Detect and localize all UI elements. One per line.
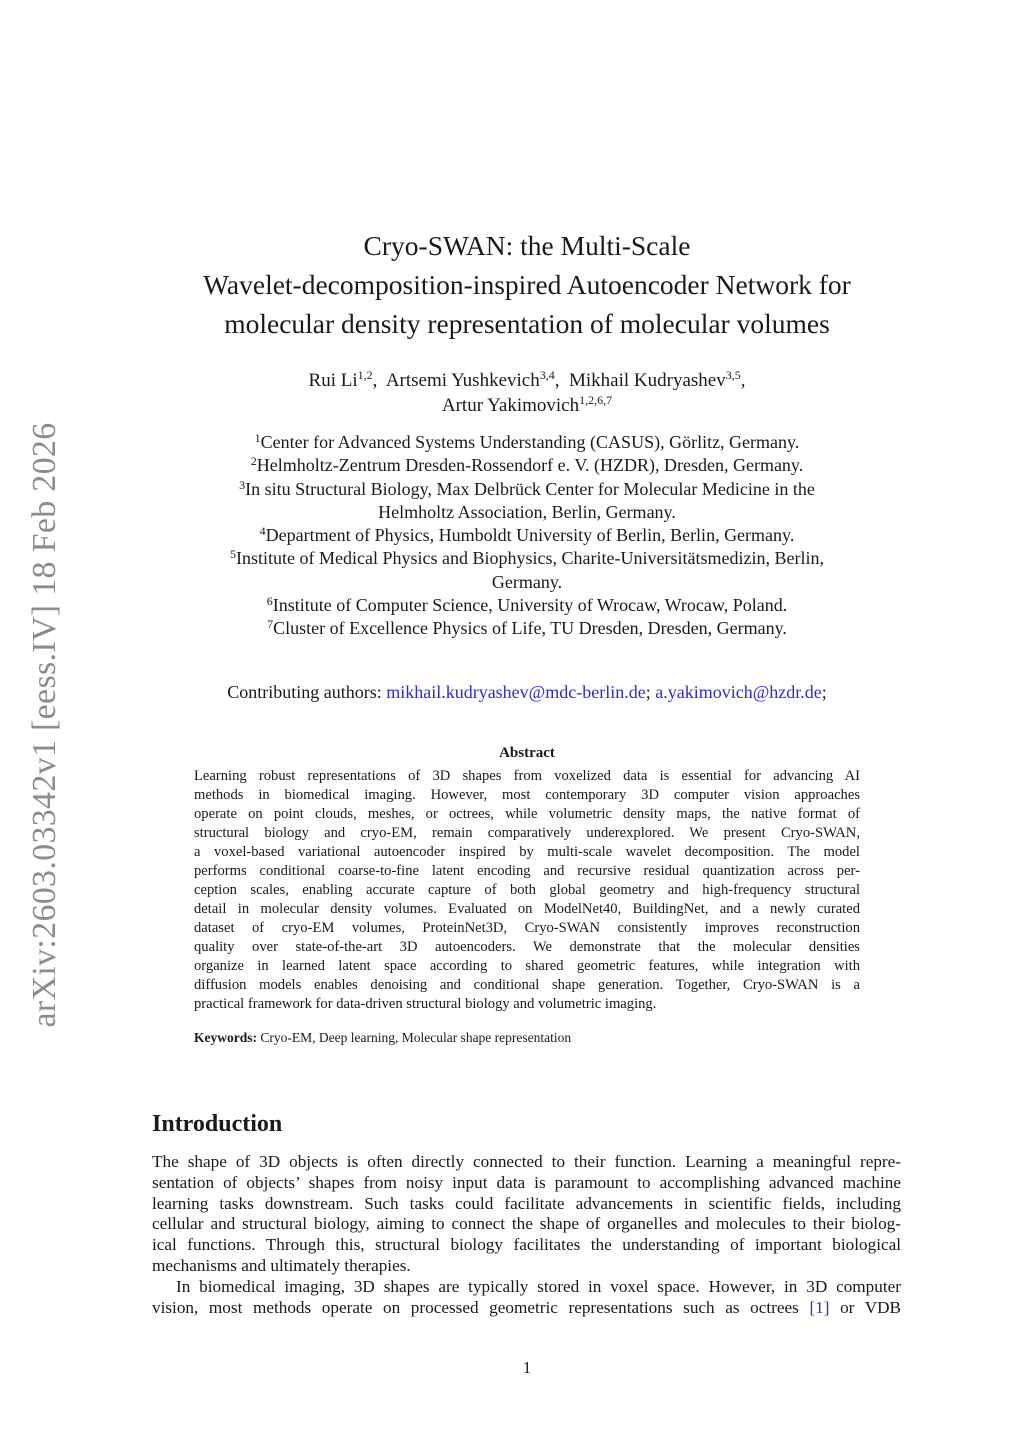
body-line: learning tasks downstream. Such tasks could facilitate advancements in scientific fields, including xyxy=(152,1193,901,1213)
author-name: Artur Yakimovich xyxy=(441,395,580,416)
email-link-kudryashev[interactable]: mikhail.kudryashev@mdc-berlin.de xyxy=(386,682,646,702)
affiliation-text: Institute of Medical Physics and Biophysics, Charite-Universitätsmedizin, Berlin, xyxy=(236,548,824,569)
abstract-body xyxy=(194,767,860,1014)
affiliation-number: 2 xyxy=(250,454,257,469)
affiliation-text: Cluster of Excellence Physics of Life, TU Dresden, Dresden, Germany. xyxy=(273,618,787,639)
abstract-line: diffusion models enables denoising and conditional shape generation. Together, Cryo-SWAN is a xyxy=(194,977,860,993)
affiliation-number: 5 xyxy=(230,547,237,562)
affiliation-number: 6 xyxy=(266,594,273,609)
affiliation-text: In situ Structural Biology, Max Delbrück Center for Molecular Medicine in the xyxy=(245,478,815,499)
abstract-line: detail in molecular density volumes. Evaluated on ModelNet40, BuildingNet, and a newly curated xyxy=(194,901,860,917)
affiliation xyxy=(150,431,904,454)
author-affiliation-ref: 1,2,6,7 xyxy=(579,393,613,407)
abstract-line: organize in learned latent space according to shared geometric features, while integration with xyxy=(194,958,860,974)
affiliation xyxy=(150,594,904,617)
keywords xyxy=(194,1029,860,1047)
page-number: 1 xyxy=(522,1358,532,1377)
abstract-line: quality over state-of-the-art 3D autoencoders. We demonstrate that the molecular densities xyxy=(194,939,860,955)
abstract-line: a voxel-based variational autoencoder inspired by multi-scale wavelet decomposition. The model xyxy=(194,844,860,860)
affiliation-continuation: Germany. xyxy=(491,571,563,592)
abstract-line: ception scales, enabling accurate capture of both global geometry and high-frequency structural xyxy=(194,882,860,898)
affiliation xyxy=(150,478,904,501)
affiliation-number: 3 xyxy=(239,477,246,492)
abstract-line: dataset of cryo-EM volumes, ProteinNet3D, Cryo-SWAN consistently improves reconstruction xyxy=(194,920,860,936)
section-heading-introduction: Introduction xyxy=(152,1111,283,1137)
author-name: Mikhail Kudryashev xyxy=(568,370,726,391)
title-line: Cryo-SWAN: the Multi-Scale xyxy=(363,230,691,261)
body-line: ical functions. Through this, structural biology facilitates the understanding of important biological xyxy=(152,1235,901,1255)
body-line: The shape of 3D objects is often directly connected to their function. Learning a meaningful repre- xyxy=(152,1152,901,1171)
abstract-line: methods in biomedical imaging. However, most contemporary 3D computer vision approaches xyxy=(194,787,860,803)
affiliation-continuation: Helmholtz Association, Berlin, Germany. xyxy=(378,501,676,522)
affiliation xyxy=(150,524,904,547)
body-line: mechanisms and ultimately therapies. xyxy=(152,1255,411,1275)
author-name: Artsemi Yushkevich xyxy=(385,370,540,391)
author-list: Rui Li$^{1,2}$, Artsemi Yushkevich$^{3,4}$, Mikhail Kudryashev$^{3,5}$, Artur Yakimovich$^{1,2,6,7}$ xyxy=(308,368,746,416)
body-line: sentation of objects’ shapes from noisy input data is paramount to accomplishing advanced machine xyxy=(152,1172,901,1192)
body-text-segment: vision, most methods operate on processed geometric representations such as octrees xyxy=(152,1297,810,1317)
author-affiliation-ref: 3,5 xyxy=(725,368,741,382)
abstract-line: structural biology and cryo-EM, remain comparatively underexplored. We present Cryo-SWAN, xyxy=(194,825,860,841)
body-text-segment: or VDB xyxy=(829,1297,901,1317)
abstract-heading: Abstract xyxy=(499,745,555,761)
body-line xyxy=(152,1298,901,1319)
abstract-line: practical framework for data-driven structural biology and volumetric imaging. xyxy=(194,996,657,1012)
arxiv-stamp-text: arXiv:2603.03342v1 [eess.IV] 18 Feb 2026 xyxy=(26,422,63,1028)
keywords-label: Keywords: xyxy=(194,1030,257,1045)
affiliation-number: 4 xyxy=(259,524,266,539)
abstract-line: Learning robust representations of 3D shapes from voxelized data is essential for advancing AI xyxy=(194,768,860,784)
affiliation-number: 7 xyxy=(267,617,274,632)
affiliation-number: 1 xyxy=(254,431,261,445)
arxiv-stamp xyxy=(20,415,70,1035)
title-line: molecular density representation of molecular volumes xyxy=(224,308,830,339)
title-line: Wavelet-decomposition-inspired Autoencoder Network for xyxy=(203,269,851,300)
affiliation-list xyxy=(150,431,904,641)
abstract-line: performs conditional coarse-to-fine latent encoding and recursive residual quantization across per- xyxy=(194,863,860,879)
affiliation xyxy=(150,454,904,477)
citation-link[interactable]: [1] xyxy=(809,1297,830,1317)
author-affiliation-ref: 3,4 xyxy=(539,368,555,382)
keywords-text: Cryo-EM, Deep learning, Molecular shape representation xyxy=(257,1030,572,1045)
affiliation xyxy=(150,617,904,640)
contributing-authors xyxy=(150,680,904,704)
body-line: In biomedical imaging, 3D shapes are typically stored in voxel space. However, in 3D computer xyxy=(176,1276,901,1296)
affiliation xyxy=(150,547,904,570)
contributing-label: Contributing authors: xyxy=(227,682,387,702)
author-affiliation-ref: 1,2 xyxy=(357,368,373,382)
introduction-body xyxy=(152,1152,901,1318)
affiliation-text: Department of Physics, Humboldt University of Berlin, Berlin, Germany. xyxy=(265,525,795,546)
affiliation-text: Center for Advanced Systems Understanding (CASUS), Görlitz, Germany. xyxy=(260,432,800,452)
author-name: Rui Li xyxy=(308,370,358,391)
affiliation-text: Institute of Computer Science, University of Wrocaw, Wrocaw, Poland. xyxy=(272,595,788,616)
affiliation-text: Helmholtz-Zentrum Dresden-Rossendorf e. V. (HZDR), Dresden, Germany. xyxy=(256,455,804,476)
email-link-yakimovich[interactable]: a.yakimovich@hzdr.de xyxy=(655,682,822,702)
email-end: ; xyxy=(821,682,827,702)
body-line: cellular and structural biology, aiming to connect the shape of organelles and molecules to their biolog- xyxy=(152,1214,901,1234)
paper-title xyxy=(150,226,904,343)
email-separator: ; xyxy=(645,682,656,702)
abstract-line: operate on point clouds, meshes, or octrees, while volumetric density maps, the native format of xyxy=(194,806,860,822)
